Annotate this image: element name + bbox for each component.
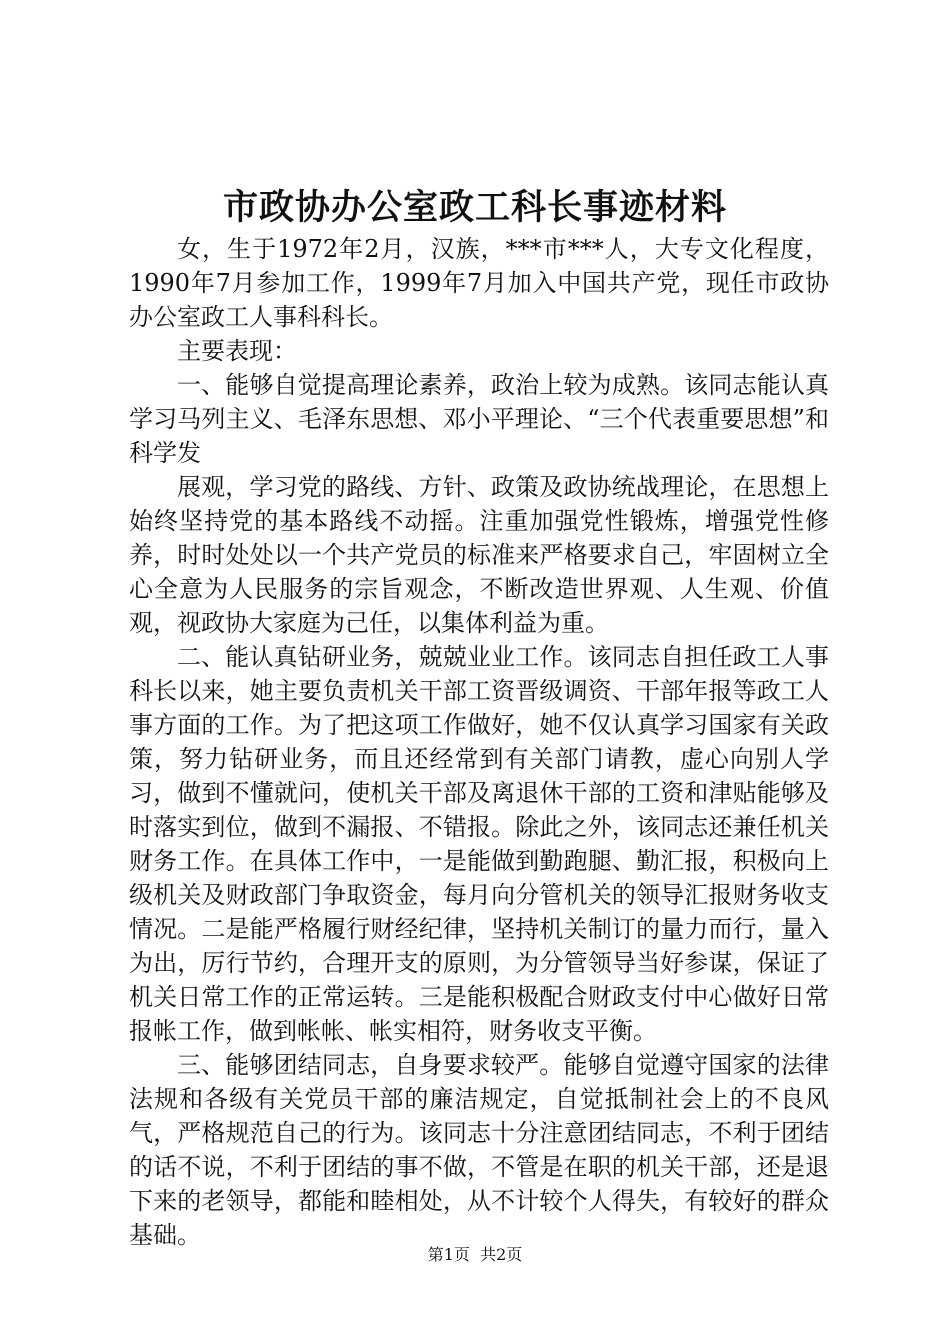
paragraph-section-1a: 一、能够自觉提高理论素养，政治上较为成熟。该同志能认真学习马列主义、毛泽东思想、邓小平理论、“三个代表重要思想”和科学发 — [129, 371, 829, 467]
paragraph-main-performance: 主要表现： — [177, 337, 297, 365]
paragraph-section-2: 二、能认真钻研业务，兢兢业业工作。该同志自担任政工人事科长以来，她主要负责机关干部工资晋级调资、干部年报等政工人事方面的工作。为了把这项工作做好，她不仅认真学习国家有关政策，努力钻研业务，而且还经常到有关部门请教，虚心向别人学习，做到不懂就问，使机关干部及离退休干部的工资和津贴能够及时落实到位，做到不漏报、不错报。除此之外，该同志还兼任机关财务工作。在具体工作中，一是能做到勤跑腿、勤汇报，积极向上级机关及财政部门争取资金，每月向分管机关的领导汇报财务收支情况。二是能严格履行财经纪律，坚持机关制订的量力而行，量入为出，厉行节约，合理开支的原则，为分管领导当好参谋，保证了机关日常工作的正常运转。三是能积极配合财政支付中心做好日常报帐工作，做到帐帐、帐实相符，财务收支平衡。 — [129, 643, 829, 1045]
document-body — [129, 232, 829, 1252]
document-title: 市政协办公室政工科长事迹材料 — [222, 187, 727, 228]
paragraph-section-1b: 展观，学习党的路线、方针、政策及政协统战理论，在思想上始终坚持党的基本路线不动摇。注重加强党性锻炼，增强党性修养，时时处处以一个共产党员的标准来严格要求自己，牢固树立全心全意为人民服务的宗旨观念，不断改造世界观、人生观、价值观，视政协大家庭为己任，以集体利益为重。 — [129, 473, 829, 637]
paragraph-section-3: 三、能够团结同志，自身要求较严。能够自觉遵守国家的法律法规和各级有关党员干部的廉洁规定，自觉抵制社会上的不良风气，严格规范自己的行为。该同志十分注意团结同志，不利于团结的话不说，不利于团结的事不做，不管是在职的机关干部，还是退下来的老领导，都能和睦相处，从不计较个人得失，有较好的群众基础。 — [129, 1051, 829, 1249]
page-number: 第1页 — [427, 1245, 470, 1264]
page-footer — [0, 1244, 950, 1266]
paragraph-intro: 女，生于1972年2月，汉族，***市***人，大专文化程度，1990年7月参加工作，1999年7月加入中国共产党，现任市政协办公室政工人事科科长。 — [129, 235, 829, 331]
page-total: 共2页 — [480, 1245, 523, 1264]
